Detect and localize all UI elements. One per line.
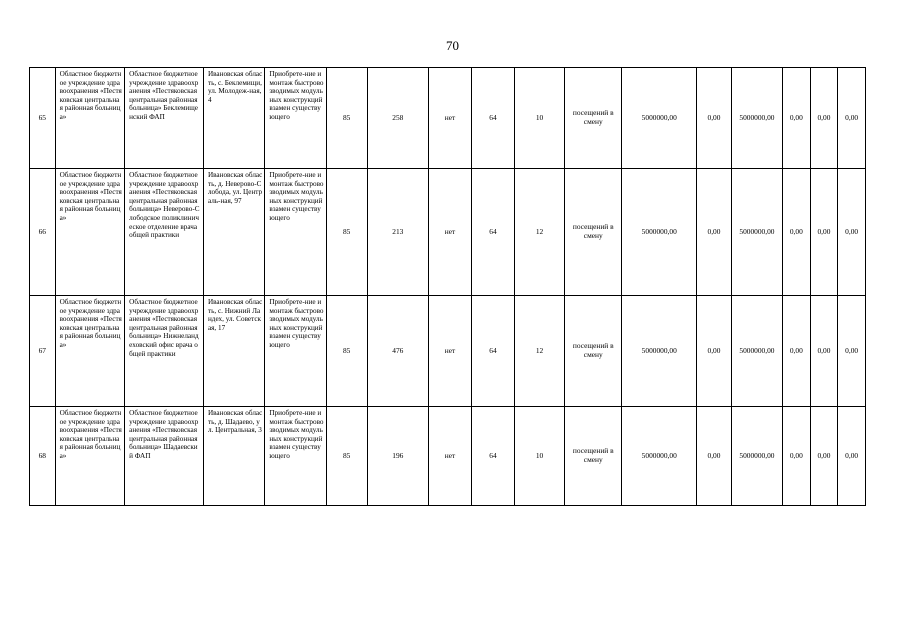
capacity-cell: 196 [367, 407, 428, 506]
value-cell: 5000000,00 [731, 169, 782, 296]
row-number: 67 [30, 296, 56, 407]
total-cell: 5000000,00 [622, 68, 697, 169]
flag-cell: нет [429, 169, 472, 296]
value-cell: 5000000,00 [731, 68, 782, 169]
capacity-cell: 213 [367, 169, 428, 296]
action-cell: Приобрете-ние и монтаж быстровозводимых модульных конструкций взамен существующего [265, 68, 326, 169]
facility-cell: Областное бюджетное учреждение здравоохранения «Пестяковская центральная районная больница» Шадаевский ФАП [125, 407, 204, 506]
code-cell: 64 [472, 68, 515, 169]
value-cell: 0,00 [810, 407, 838, 506]
total-cell: 5000000,00 [622, 296, 697, 407]
value-cell: 0,00 [838, 407, 866, 506]
region-code-cell: 85 [326, 296, 367, 407]
flag-cell: нет [429, 407, 472, 506]
address-cell: Ивановская область, д. Неверово-Слобода, ул. Централь-ная, 97 [203, 169, 264, 296]
facility-cell: Областное бюджетное учреждение здравоохранения «Пестяковская центральная районная больница» Неверово-Слободское поликлиническое отделение врача общей практики [125, 169, 204, 296]
region-code-cell: 85 [326, 169, 367, 296]
table-row [30, 68, 866, 169]
flag-cell: нет [429, 68, 472, 169]
value-cell: 0,00 [810, 296, 838, 407]
value-cell: 0,00 [783, 407, 811, 506]
address-cell: Ивановская область, с. Нижний Ландех, ул. Советская, 17 [203, 296, 264, 407]
action-cell: Приобрете-ние и монтаж быстровозводимых модульных конструкций взамен существующего [265, 169, 326, 296]
row-number: 66 [30, 169, 56, 296]
value-cell: 0,00 [838, 68, 866, 169]
value-cell: 0,00 [697, 68, 732, 169]
value-cell: 0,00 [810, 169, 838, 296]
action-cell: Приобрете-ние и монтаж быстровозводимых модульных конструкций взамен существующего [265, 296, 326, 407]
unit-cell: посещений в смену [565, 68, 622, 169]
value-cell: 5000000,00 [731, 296, 782, 407]
total-cell: 5000000,00 [622, 169, 697, 296]
capacity-cell: 258 [367, 68, 428, 169]
row-number: 68 [30, 407, 56, 506]
table-row [30, 407, 866, 506]
unit-cell: посещений в смену [565, 169, 622, 296]
visits-cell: 12 [514, 169, 564, 296]
row-number: 65 [30, 68, 56, 169]
region-code-cell: 85 [326, 407, 367, 506]
recipient-cell: Областное бюджетное учреждение здравоохранения «Пестяковская центральная районная больница» [55, 169, 125, 296]
recipient-cell: Областное бюджетное учреждение здравоохранения «Пестяковская центральная районная больница» [55, 296, 125, 407]
code-cell: 64 [472, 169, 515, 296]
recipient-cell: Областное бюджетное учреждение здравоохранения «Пестяковская центральная районная больница» [55, 68, 125, 169]
unit-cell: посещений в смену [565, 407, 622, 506]
address-cell: Ивановская область, с. Беклемищи, ул. Молодеж-ная, 4 [203, 68, 264, 169]
code-cell: 64 [472, 296, 515, 407]
value-cell: 0,00 [838, 296, 866, 407]
code-cell: 64 [472, 407, 515, 506]
recipient-cell: Областное бюджетное учреждение здравоохранения «Пестяковская центральная районная больница» [55, 407, 125, 506]
address-cell: Ивановская область, д. Шадаево, ул. Центральная, 3 [203, 407, 264, 506]
value-cell: 0,00 [697, 169, 732, 296]
facility-cell: Областное бюджетное учреждение здравоохранения «Пестяковская центральная районная больница» Нижнеландеховский офис врача общей практики [125, 296, 204, 407]
value-cell: 0,00 [697, 407, 732, 506]
unit-cell: посещений в смену [565, 296, 622, 407]
table-row [30, 169, 866, 296]
value-cell: 0,00 [783, 169, 811, 296]
region-code-cell: 85 [326, 68, 367, 169]
facilities-table [29, 67, 866, 506]
value-cell: 0,00 [838, 169, 866, 296]
value-cell: 0,00 [783, 296, 811, 407]
facility-cell: Областное бюджетное учреждение здравоохранения «Пестяковская центральная районная больница» Беклемищенский ФАП [125, 68, 204, 169]
value-cell: 0,00 [697, 296, 732, 407]
page-number: 70 [446, 38, 459, 53]
table-row [30, 296, 866, 407]
visits-cell: 10 [514, 407, 564, 506]
capacity-cell: 476 [367, 296, 428, 407]
value-cell: 0,00 [783, 68, 811, 169]
action-cell: Приобрете-ние и монтаж быстровозводимых модульных конструкций взамен существующего [265, 407, 326, 506]
value-cell: 0,00 [810, 68, 838, 169]
flag-cell: нет [429, 296, 472, 407]
value-cell: 5000000,00 [731, 407, 782, 506]
visits-cell: 10 [514, 68, 564, 169]
visits-cell: 12 [514, 296, 564, 407]
total-cell: 5000000,00 [622, 407, 697, 506]
